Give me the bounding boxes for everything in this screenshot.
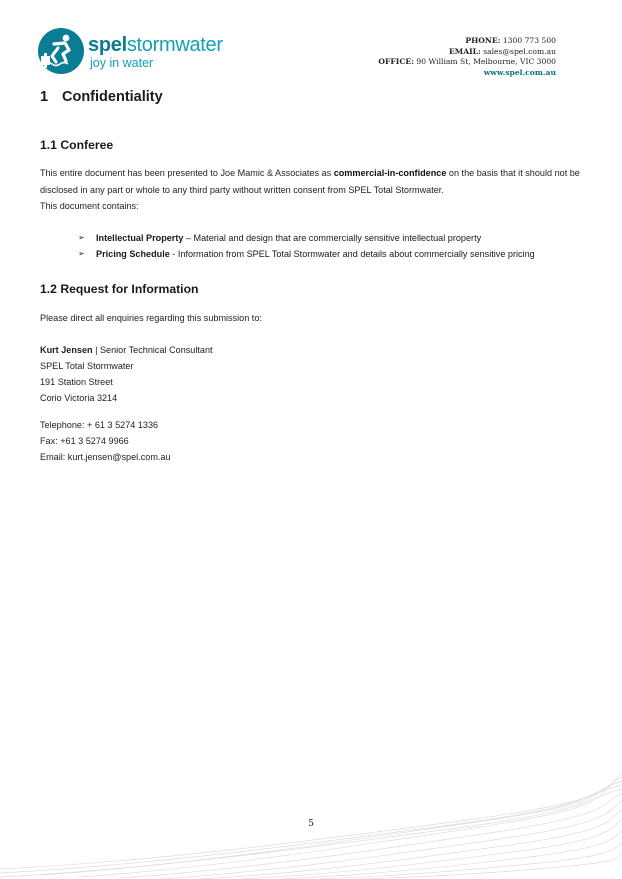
contact-name-line: Kurt Jensen | Senior Technical Consultant	[40, 345, 213, 355]
brand-tagline: joy in water	[90, 56, 154, 70]
telephone-line: Telephone: + 61 3 5274 1336	[40, 420, 159, 430]
contact-address-block	[40, 342, 213, 406]
company-line: SPEL Total Stormwater	[40, 361, 134, 371]
request-intro: Please direct all enquiries regarding this submission to:	[40, 313, 262, 323]
street-line: 191 Station Street	[40, 377, 113, 387]
list-item: ➢ Intellectual Property – Material and design that are commercially sensitive intellectual property	[78, 230, 535, 246]
email-line: EMAIL: sales@spel.com.au	[449, 46, 556, 56]
swimmer-logo-icon	[36, 26, 86, 76]
page-number: 5	[308, 819, 314, 829]
list-item: ➢ Pricing Schedule - Information from SPEL Total Stormwater and details about commercially sensitive pricing	[78, 246, 535, 262]
email-line[interactable]: Email: kurt.jensen@spel.com.au	[40, 452, 171, 462]
conferee-paragraph: This entire document has been presented to Joe Mamic & Associates as commercial-in-confidence on the basis that it should not be disclosed in any part or whole to any third party without written consent from SPEL Total Stormwater.	[40, 168, 580, 195]
arrow-bullet-icon: ➢	[78, 233, 85, 242]
arrow-bullet-icon: ➢	[78, 249, 85, 258]
bullet-list	[78, 230, 535, 262]
brand-light: stormwater	[126, 34, 223, 56]
website-link[interactable]: www.spel.com.au	[483, 67, 556, 77]
contact-details-block	[40, 417, 171, 465]
spel-logo	[36, 26, 236, 76]
email-link[interactable]: sales@spel.com.au	[483, 46, 556, 56]
contains-label: This document contains:	[40, 201, 139, 211]
brand-bold: spel	[88, 34, 127, 56]
section-heading: 1 Confidentiality	[40, 89, 163, 105]
header-contact	[378, 36, 556, 78]
subsection-heading-request: 1.2 Request for Information	[40, 282, 199, 296]
office-line: OFFICE: 90 William St, Melbourne, VIC 3000	[378, 57, 556, 66]
subsection-heading-conferee: 1.1 Conferee	[40, 138, 114, 152]
phone-line: PHONE: 1300 773 500	[465, 36, 556, 45]
brand-wordmark	[88, 34, 223, 56]
city-line: Corio Victoria 3214	[40, 393, 118, 403]
fax-line: Fax: +61 3 5274 9966	[40, 436, 129, 446]
